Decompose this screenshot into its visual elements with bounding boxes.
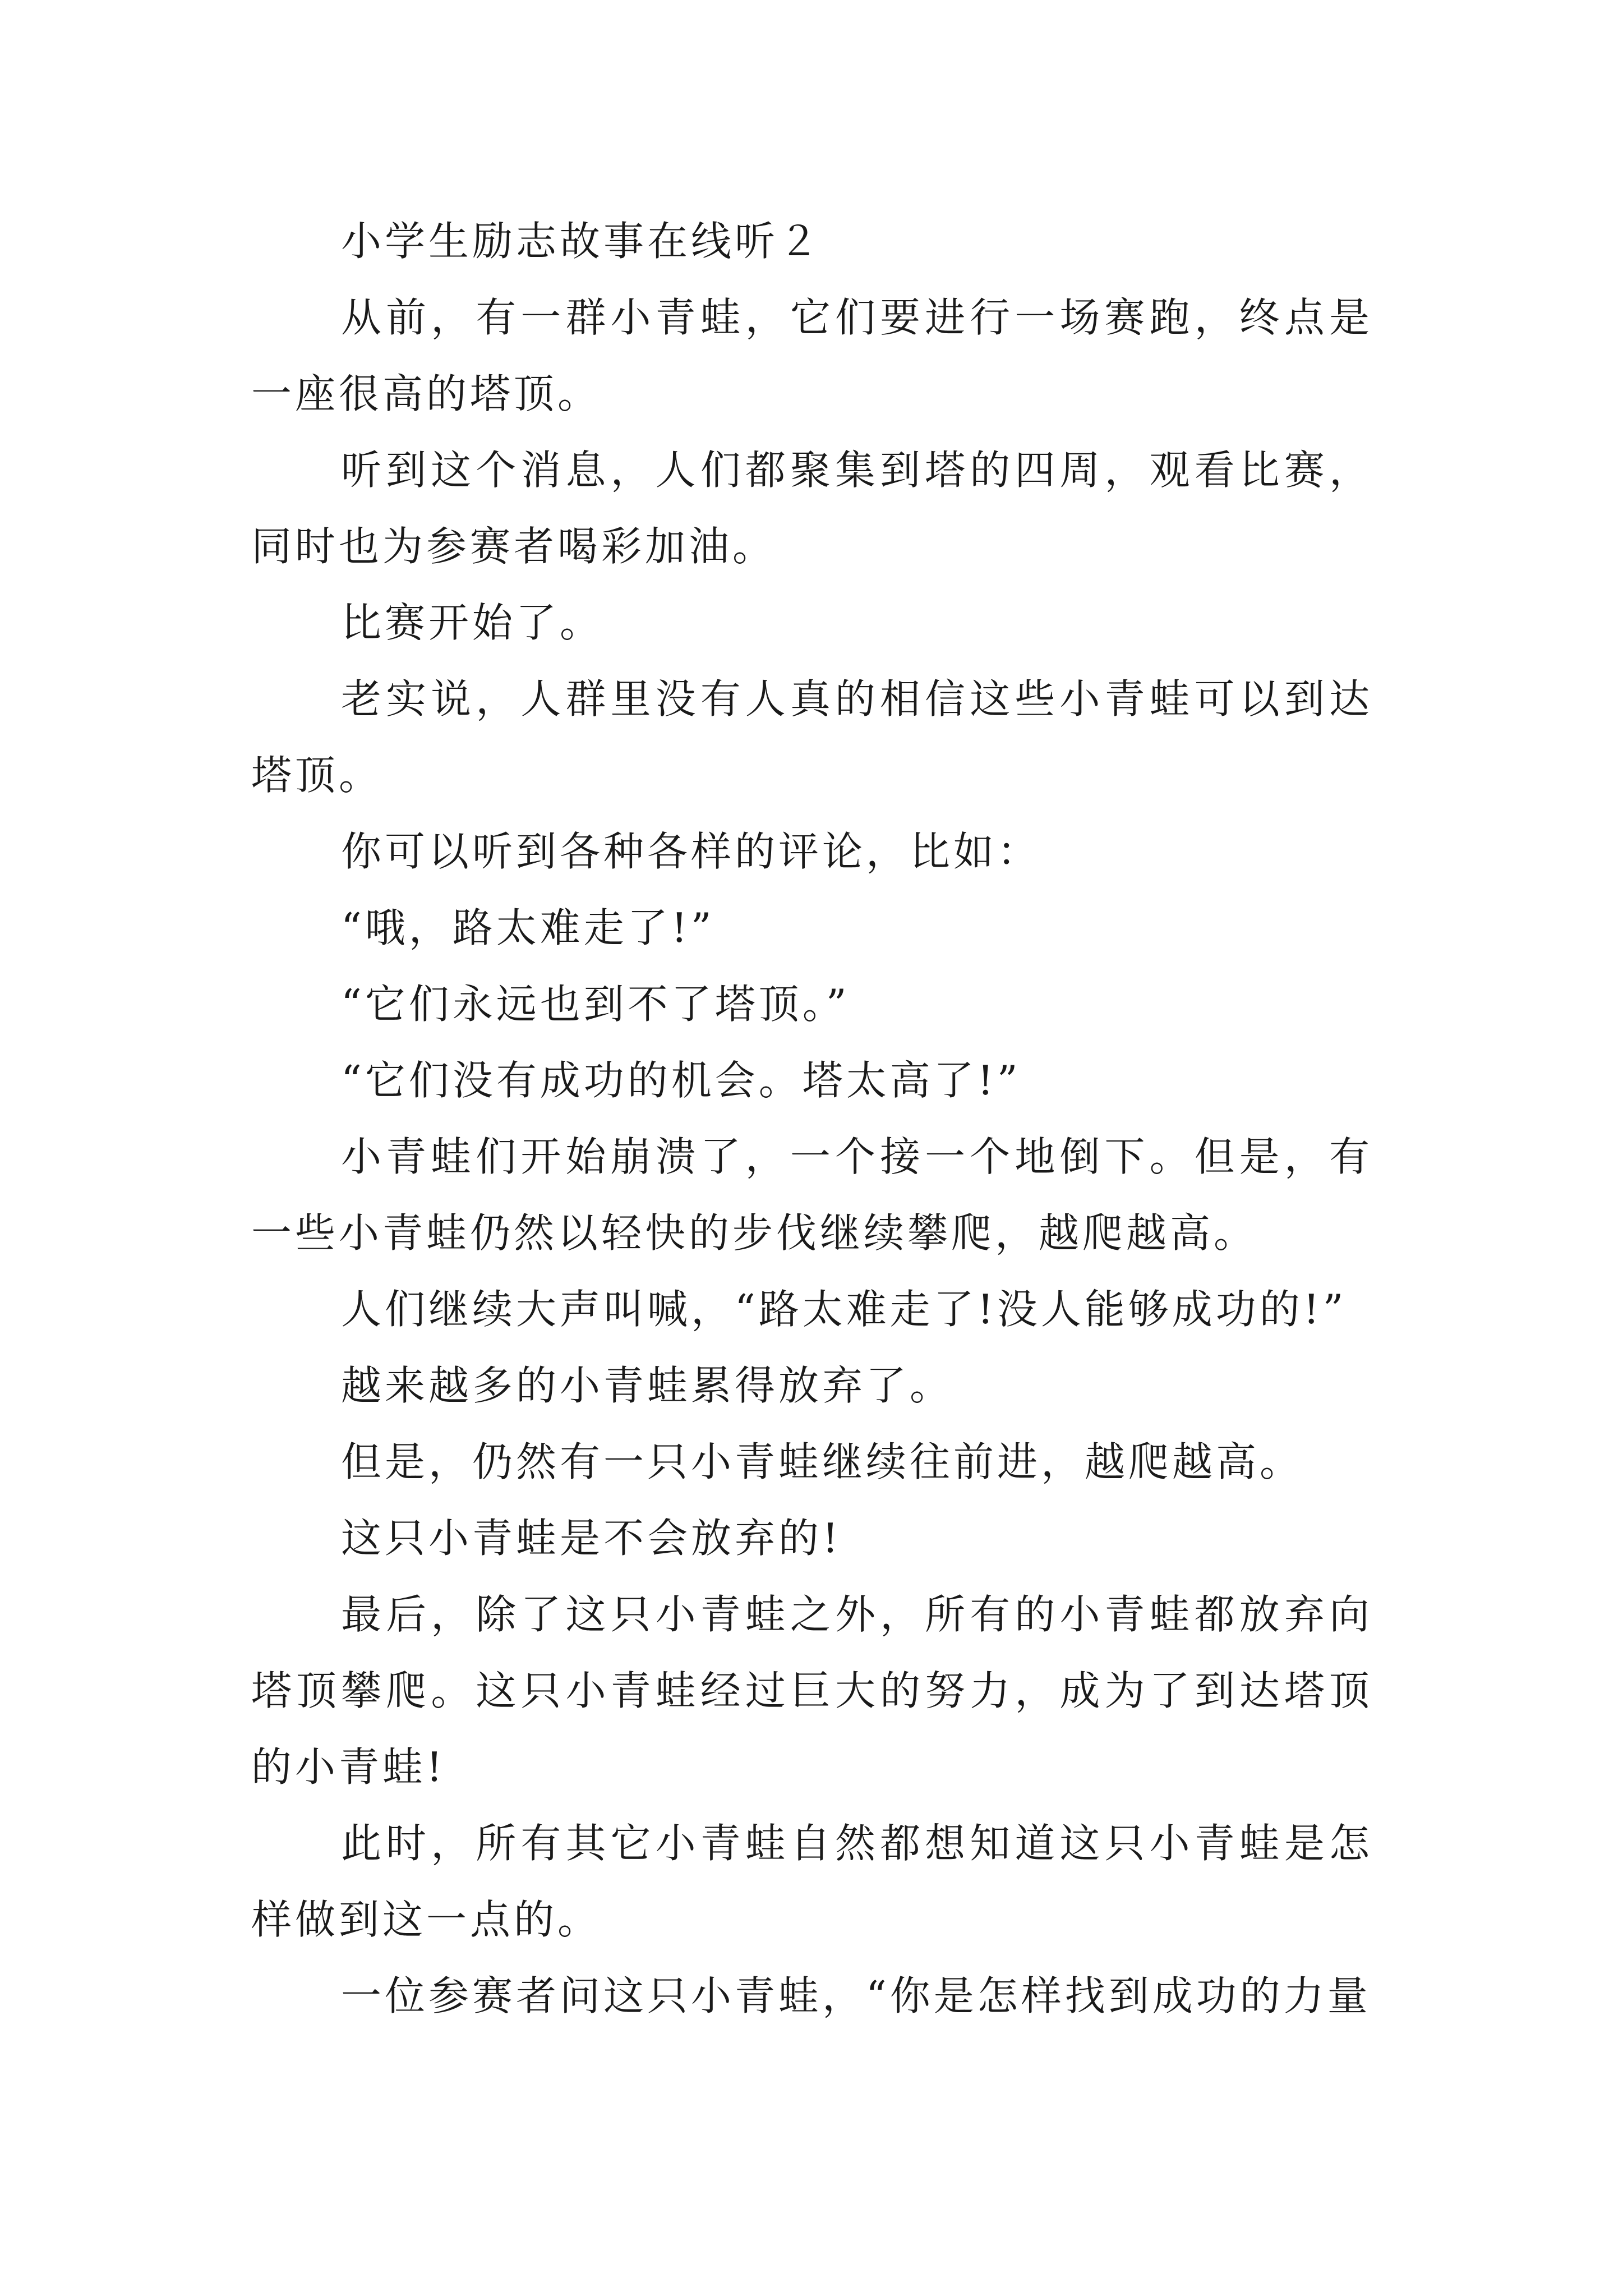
paragraph: “哦，路太难走了!” [341, 904, 715, 951]
document-body [251, 203, 1373, 2034]
paragraph: 听到这个消息，人们都聚集到塔的四周，观看比赛，同时也为参赛者喝彩加油。 [251, 447, 1373, 570]
document-title: 小学生励志故事在线听２ [341, 218, 823, 265]
paragraph: 但是，仍然有一只小青蛙继续往前进，越爬越高。 [341, 1438, 1304, 1485]
paragraph: 人们继续大声叫喊，“路太难走了!没人能够成功的!” [341, 1286, 1347, 1333]
paragraph: 你可以听到各种各样的评论，比如： [341, 828, 1041, 875]
paragraph: 此时，所有其它小青蛙自然都想知道这只小青蛙是怎样做到这一点的。 [251, 1820, 1373, 1943]
paragraph: 老实说，人群里没有人真的相信这些小青蛙可以到达塔顶。 [251, 675, 1373, 799]
paragraph: 最后，除了这只小青蛙之外，所有的小青蛙都放弃向塔顶攀爬。这只小青蛙经过巨大的努力，成为了到达塔顶的小青蛙! [251, 1591, 1373, 1791]
paragraph: 这只小青蛙是不会放弃的! [341, 1515, 842, 1562]
paragraph: 一位参赛者问这只小青蛙，“你是怎样找到成功的力量 [341, 1972, 1371, 2019]
paragraph: 从前，有一群小青蛙，它们要进行一场赛跑，终点是一座很高的塔顶。 [251, 294, 1373, 417]
paragraph: 越来越多的小青蛙累得放弃了。 [341, 1362, 954, 1409]
paragraph: “它们永远也到不了塔顶。” [341, 981, 850, 1028]
paragraph: 小青蛙们开始崩溃了，一个接一个地倒下。但是，有一些小青蛙仍然以轻快的步伐继续攀爬，越爬越高。 [251, 1133, 1373, 1257]
paragraph: 比赛开始了。 [341, 599, 604, 646]
paragraph: “它们没有成功的机会。塔太高了!” [341, 1057, 1021, 1104]
